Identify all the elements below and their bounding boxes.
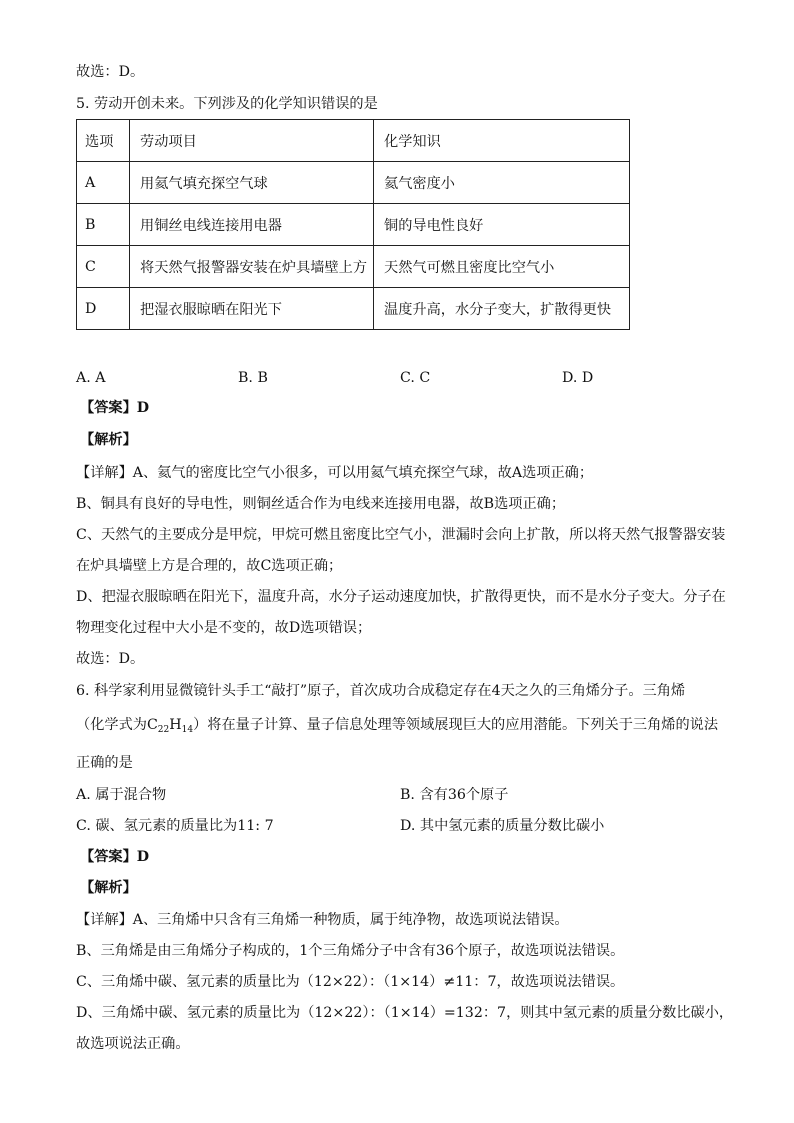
q5-detail-line: 物理变化过程中大小是不变的，故D选项错误； <box>76 620 372 636</box>
q6-option-b: B. 含有36个原子 <box>400 787 509 803</box>
table-header-row <box>77 120 630 162</box>
q6-answer: 【答案】D <box>80 849 150 865</box>
q5-option-b: B. B <box>238 370 268 386</box>
table-cell: 铜的导电性良好 <box>374 204 630 246</box>
table-cell: 温度升高，水分子变大，扩散得更快 <box>374 288 630 330</box>
question-6-stem-line: 6. 科学家利用显微镜针头手工“敲打”原子，首次成功合成稳定存在4天之久的三角烯分子。三角烯 <box>76 683 686 699</box>
table-row <box>77 162 630 204</box>
table-cell: D <box>77 288 130 330</box>
table-row <box>77 288 630 330</box>
previous-conclusion: 故选：D。 <box>76 64 145 80</box>
table-cell: 用氦气填充探空气球 <box>130 162 374 204</box>
table-header-cell: 劳动项目 <box>130 120 374 162</box>
table-header-cell: 选项 <box>77 120 130 162</box>
question-6-stem-line: 正确的是 <box>76 755 133 771</box>
table-cell: 用铜丝电线连接用电器 <box>130 204 374 246</box>
table-cell: A <box>77 162 130 204</box>
table-cell: 天然气可燃且密度比空气小 <box>374 246 630 288</box>
table-row <box>77 204 630 246</box>
q5-conclusion: 故选：D。 <box>76 651 145 667</box>
table-header-cell: 化学知识 <box>374 120 630 162</box>
q5-option-c: C. C <box>400 370 431 386</box>
q6-detail-line: B、三角烯是由三角烯分子构成的，1个三角烯分子中含有36个原子，故选项说法错误。 <box>76 943 625 959</box>
q5-detail-line: 【详解】A、氦气的密度比空气小很多，可以用氦气填充探空气球，故A选项正确； <box>76 465 594 481</box>
table-cell: 将天然气报警器安装在炉具墙壁上方 <box>130 246 374 288</box>
q5-detail-line: C、天然气的主要成分是甲烷，甲烷可燃且密度比空气小，泄漏时会向上扩散，所以将天然气报警器安装 <box>76 527 726 543</box>
question-5-table <box>76 119 630 330</box>
q6-detail-line: D、三角烯中碳、氢元素的质量比为（12×22）：（1×14）=132：7，则其中氢元素的质量分数比碳小， <box>76 1005 734 1021</box>
q5-detail-line: D、把湿衣服晾晒在阳光下，温度升高，水分子运动速度加快，扩散得更快，而不是水分子变大。分子在 <box>76 589 726 605</box>
table-row <box>77 246 630 288</box>
q6-option-c: C. 碳、氢元素的质量比为11: 7 <box>76 818 274 834</box>
q5-answer: 【答案】D <box>80 400 150 416</box>
table-cell: 氦气密度小 <box>374 162 630 204</box>
q5-option-a: A. A <box>76 370 106 386</box>
q6-analysis-heading: 【解析】 <box>80 880 137 896</box>
q5-option-d: D. D <box>562 370 594 386</box>
table-cell: 把湿衣服晾晒在阳光下 <box>130 288 374 330</box>
q6-detail-line: 【详解】A、三角烯中只含有三角烯一种物质，属于纯净物，故选项说法错误。 <box>76 912 569 928</box>
q6-detail-line: C、三角烯中碳、氢元素的质量比为（12×22）：（1×14）≠11：7，故选项说法错误。 <box>76 974 625 990</box>
q6-option-a: A. 属于混合物 <box>76 787 167 803</box>
table-cell: B <box>77 204 130 246</box>
q5-detail-line: 在炉具墙壁上方是合理的，故C选项正确； <box>76 558 343 574</box>
q6-detail-line: 故选项说法正确。 <box>76 1036 190 1052</box>
table-cell: C <box>77 246 130 288</box>
question-6-stem-line: （化学式为$C_{22}H_{14}$）将在量子计算、量子信息处理等领域展现巨大的应用潜能。下列关于三角烯的说法 <box>76 717 719 735</box>
q5-analysis-heading: 【解析】 <box>80 432 137 448</box>
q6-option-d: D. 其中氢元素的质量分数比碳小 <box>400 818 605 834</box>
q5-detail-line: B、铜具有良好的导电性，则铜丝适合作为电线来连接用电器，故B选项正确； <box>76 496 566 512</box>
question-5-stem: 5. 劳动开创未来。下列涉及的化学知识错误的是 <box>76 96 378 112</box>
